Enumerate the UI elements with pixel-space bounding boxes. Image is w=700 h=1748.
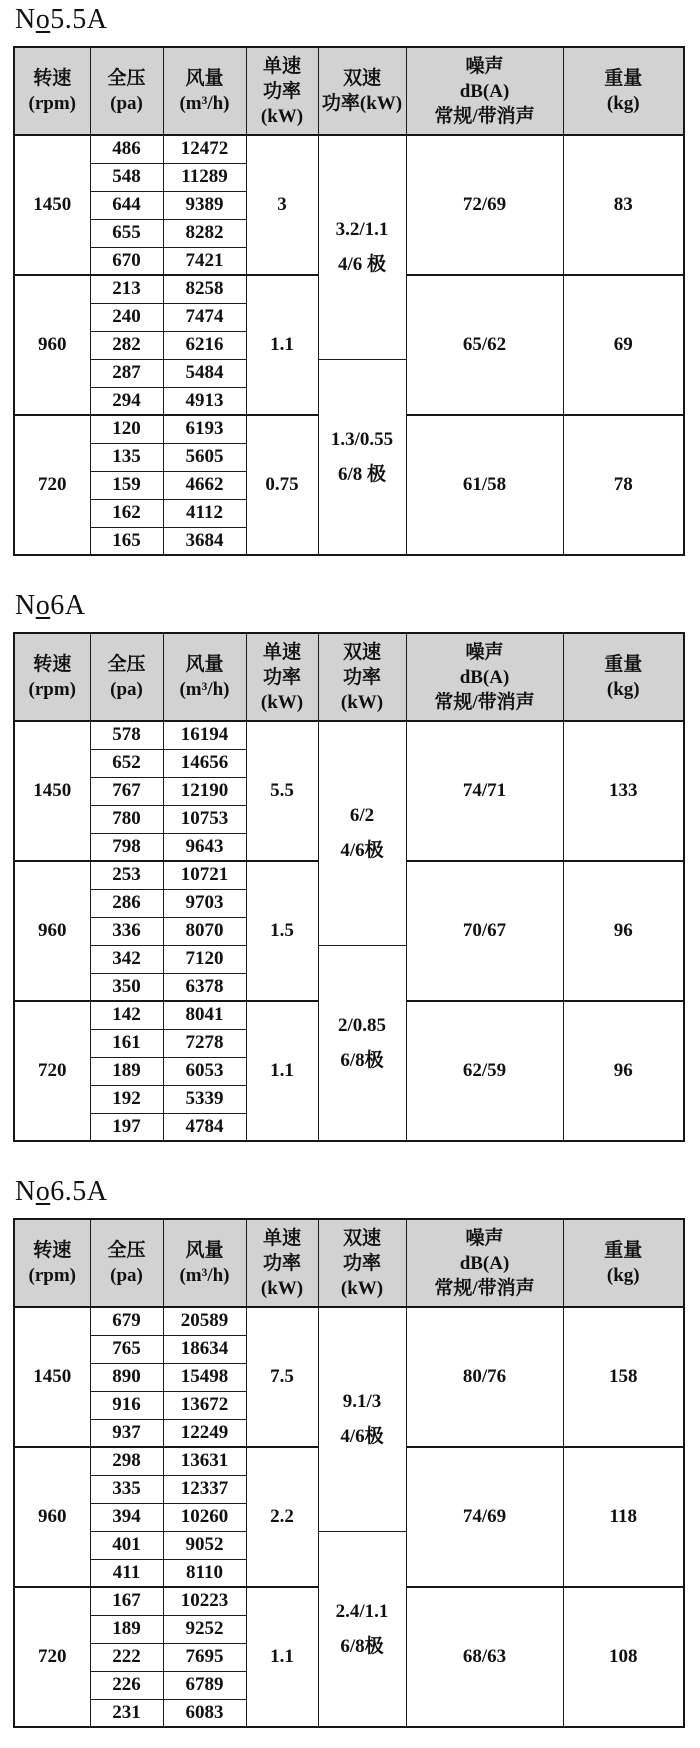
flow-cell: 5484 <box>163 359 246 387</box>
header-line: 全压 <box>107 68 146 89</box>
rpm-cell: 720 <box>14 1587 90 1727</box>
pressure-cell: 655 <box>90 219 163 247</box>
header-line: (pa) <box>110 679 143 700</box>
header-line: (kW) <box>260 691 304 713</box>
header-line: 噪声 <box>465 641 504 663</box>
header-single-power <box>246 47 318 135</box>
rpm-cell: 720 <box>14 415 90 555</box>
flow-cell: 14656 <box>163 749 246 777</box>
pressure-cell: 765 <box>90 1335 163 1363</box>
pressure-cell: 548 <box>90 163 163 191</box>
flow-cell: 8041 <box>163 1001 246 1029</box>
single-power-cell: 2.2 <box>246 1447 318 1587</box>
pressure-cell: 350 <box>90 973 163 1001</box>
header-line: 常规/带消声 <box>434 105 535 127</box>
pressure-cell: 161 <box>90 1029 163 1057</box>
flow-cell: 9703 <box>163 889 246 917</box>
table-title-part: o <box>35 1176 51 1207</box>
pressure-cell: 189 <box>90 1615 163 1643</box>
rpm-cell: 1450 <box>14 721 90 861</box>
header-line: 重量 <box>604 654 643 675</box>
rpm-cell: 960 <box>14 275 90 415</box>
header-line: 单速 <box>262 641 301 663</box>
header-line: dB(A) <box>459 1252 510 1274</box>
flow-cell: 6216 <box>163 331 246 359</box>
pressure-cell: 342 <box>90 945 163 973</box>
table-title-part: 6A <box>50 590 86 621</box>
header-flow <box>163 633 246 721</box>
table-title-part: o <box>35 4 51 35</box>
flow-cell: 8110 <box>163 1559 246 1587</box>
fan-spec-table <box>13 632 685 1142</box>
header-line: (kg) <box>606 93 640 114</box>
pressure-cell: 222 <box>90 1643 163 1671</box>
header-rpm <box>14 47 90 135</box>
pressure-cell: 287 <box>90 359 163 387</box>
dual-power-line: 9.1/3 <box>342 1391 382 1413</box>
dual-power-line: 2/0.85 <box>337 1014 387 1036</box>
flow-cell: 16194 <box>163 721 246 749</box>
pressure-cell: 282 <box>90 331 163 359</box>
flow-cell: 6193 <box>163 415 246 443</box>
flow-cell: 18634 <box>163 1335 246 1363</box>
weight-cell: 96 <box>563 1001 684 1141</box>
header-noise <box>406 633 563 721</box>
flow-cell: 10753 <box>163 805 246 833</box>
single-power-cell: 1.1 <box>246 1001 318 1141</box>
flow-cell: 6083 <box>163 1699 246 1727</box>
weight-cell: 118 <box>563 1447 684 1587</box>
pressure-cell: 197 <box>90 1113 163 1141</box>
flow-cell: 4784 <box>163 1113 246 1141</box>
single-power-cell: 1.1 <box>246 275 318 415</box>
flow-cell: 6053 <box>163 1057 246 1085</box>
pressure-cell: 394 <box>90 1503 163 1531</box>
header-line: dB(A) <box>459 80 510 102</box>
flow-cell: 15498 <box>163 1363 246 1391</box>
dual-power-cell <box>318 1307 406 1531</box>
header-line: 全压 <box>107 654 146 675</box>
header-line: (kg) <box>606 1265 640 1286</box>
header-line: 单速 <box>262 1227 301 1249</box>
noise-cell: 62/59 <box>406 1001 563 1141</box>
flow-cell: 11289 <box>163 163 246 191</box>
dual-power-line: 4/6极 <box>340 840 384 862</box>
rpm-cell: 720 <box>14 1001 90 1141</box>
pressure-cell: 767 <box>90 777 163 805</box>
header-line: 功率 <box>262 666 301 688</box>
weight-cell: 133 <box>563 721 684 861</box>
pressure-cell: 135 <box>90 443 163 471</box>
noise-cell: 68/63 <box>406 1587 563 1727</box>
pressure-cell: 916 <box>90 1391 163 1419</box>
header-line: 转速 <box>33 654 72 675</box>
flow-cell: 4913 <box>163 387 246 415</box>
pressure-cell: 578 <box>90 721 163 749</box>
header-single-power <box>246 633 318 721</box>
header-line: (rpm) <box>28 1265 76 1286</box>
pressure-cell: 189 <box>90 1057 163 1085</box>
header-line: (rpm) <box>28 679 76 700</box>
weight-cell: 78 <box>563 415 684 555</box>
pressure-cell: 298 <box>90 1447 163 1475</box>
pressure-cell: 142 <box>90 1001 163 1029</box>
dual-power-line: 1.3/0.55 <box>330 428 394 450</box>
dual-power-line: 4/6极 <box>340 1426 384 1448</box>
header-line: (rpm) <box>28 93 76 114</box>
flow-cell: 6789 <box>163 1671 246 1699</box>
header-line: 功率(kW) <box>321 93 403 114</box>
pressure-cell: 159 <box>90 471 163 499</box>
header-line: 常规/带消声 <box>434 1277 535 1299</box>
pressure-cell: 192 <box>90 1085 163 1113</box>
header-rpm <box>14 633 90 721</box>
header-flow <box>163 1219 246 1307</box>
flow-cell: 12249 <box>163 1419 246 1447</box>
dual-power-line: 6/8 极 <box>337 463 387 485</box>
pressure-cell: 286 <box>90 889 163 917</box>
rpm-cell: 1450 <box>14 1307 90 1447</box>
dual-power-cell <box>318 721 406 945</box>
flow-cell: 10223 <box>163 1587 246 1615</box>
pressure-cell: 670 <box>90 247 163 275</box>
header-line: 常规/带消声 <box>434 691 535 713</box>
header-dual-power <box>318 47 406 135</box>
header-flow <box>163 47 246 135</box>
pressure-cell: 780 <box>90 805 163 833</box>
dual-power-line: 3.2/1.1 <box>335 219 389 241</box>
dual-power-line: 6/8极 <box>340 1635 384 1657</box>
pressure-cell: 679 <box>90 1307 163 1335</box>
flow-cell: 8282 <box>163 219 246 247</box>
table-title <box>15 4 690 36</box>
flow-cell: 5339 <box>163 1085 246 1113</box>
header-line: (kW) <box>340 691 384 713</box>
flow-cell: 4112 <box>163 499 246 527</box>
pressure-cell: 401 <box>90 1531 163 1559</box>
table-title <box>15 1176 690 1208</box>
header-line: (m³/h) <box>179 1265 230 1286</box>
header-line: 双速 <box>342 641 381 663</box>
table-title-part: 5.5A <box>50 4 108 35</box>
pressure-cell: 226 <box>90 1671 163 1699</box>
flow-cell: 12337 <box>163 1475 246 1503</box>
flow-cell: 4662 <box>163 471 246 499</box>
dual-power-line: 6/8极 <box>340 1049 384 1071</box>
flow-cell: 10721 <box>163 861 246 889</box>
pressure-cell: 652 <box>90 749 163 777</box>
pressure-cell: 890 <box>90 1363 163 1391</box>
dual-power-cell <box>318 1531 406 1727</box>
flow-cell: 9052 <box>163 1531 246 1559</box>
pressure-cell: 336 <box>90 917 163 945</box>
header-line: 风量 <box>185 1240 224 1261</box>
header-line: 噪声 <box>465 55 504 77</box>
noise-cell: 72/69 <box>406 135 563 275</box>
rpm-cell: 960 <box>14 1447 90 1587</box>
flow-cell: 3684 <box>163 527 246 555</box>
fan-spec-section <box>13 4 690 556</box>
header-noise <box>406 47 563 135</box>
flow-cell: 7695 <box>163 1643 246 1671</box>
single-power-cell: 7.5 <box>246 1307 318 1447</box>
dual-power-cell <box>318 135 406 359</box>
header-line: 功率 <box>262 1252 301 1274</box>
flow-cell: 8258 <box>163 275 246 303</box>
header-line: 双速 <box>342 1227 381 1249</box>
flow-cell: 7278 <box>163 1029 246 1057</box>
header-line: 功率 <box>342 666 381 688</box>
single-power-cell: 0.75 <box>246 415 318 555</box>
header-line: 风量 <box>185 654 224 675</box>
pressure-cell: 162 <box>90 499 163 527</box>
table-title-part: N <box>15 4 36 35</box>
pressure-cell: 294 <box>90 387 163 415</box>
noise-cell: 61/58 <box>406 415 563 555</box>
header-line: 转速 <box>33 68 72 89</box>
pressure-cell: 411 <box>90 1559 163 1587</box>
pressure-cell: 165 <box>90 527 163 555</box>
fan-spec-section <box>13 590 690 1142</box>
single-power-cell: 3 <box>246 135 318 275</box>
header-line: 单速 <box>262 55 301 77</box>
header-weight <box>563 1219 684 1307</box>
pressure-cell: 167 <box>90 1587 163 1615</box>
flow-cell: 13631 <box>163 1447 246 1475</box>
weight-cell: 108 <box>563 1587 684 1727</box>
header-dual-power <box>318 633 406 721</box>
header-line: (kW) <box>260 1277 304 1299</box>
flow-cell: 20589 <box>163 1307 246 1335</box>
header-line: 噪声 <box>465 1227 504 1249</box>
header-line: (m³/h) <box>179 93 230 114</box>
pressure-cell: 798 <box>90 833 163 861</box>
pressure-cell: 213 <box>90 275 163 303</box>
pressure-cell: 486 <box>90 135 163 163</box>
header-line: (kg) <box>606 679 640 700</box>
table-title-part: N <box>15 1176 36 1207</box>
flow-cell: 12472 <box>163 135 246 163</box>
fan-spec-table <box>13 1218 685 1728</box>
dual-power-line: 4/6 极 <box>337 254 387 276</box>
header-line: (m³/h) <box>179 679 230 700</box>
header-line: 功率 <box>342 1252 381 1274</box>
pressure-cell: 120 <box>90 415 163 443</box>
flow-cell: 7421 <box>163 247 246 275</box>
header-weight <box>563 633 684 721</box>
header-line: 转速 <box>33 1240 72 1261</box>
weight-cell: 69 <box>563 275 684 415</box>
header-dual-power <box>318 1219 406 1307</box>
flow-cell: 7120 <box>163 945 246 973</box>
dual-power-line: 2.4/1.1 <box>335 1600 389 1622</box>
header-line: 重量 <box>604 68 643 89</box>
header-line: (kW) <box>340 1277 384 1299</box>
flow-cell: 6378 <box>163 973 246 1001</box>
flow-cell: 9643 <box>163 833 246 861</box>
header-line: (kW) <box>260 105 304 127</box>
pressure-cell: 335 <box>90 1475 163 1503</box>
header-noise <box>406 1219 563 1307</box>
single-power-cell: 5.5 <box>246 721 318 861</box>
header-line: 功率 <box>262 80 301 102</box>
flow-cell: 13672 <box>163 1391 246 1419</box>
noise-cell: 74/71 <box>406 721 563 861</box>
noise-cell: 74/69 <box>406 1447 563 1587</box>
pressure-cell: 937 <box>90 1419 163 1447</box>
header-line: (pa) <box>110 1265 143 1286</box>
flow-cell: 9252 <box>163 1615 246 1643</box>
dual-power-cell <box>318 359 406 555</box>
table-title <box>15 590 690 622</box>
fan-spec-section <box>13 1176 690 1728</box>
flow-cell: 8070 <box>163 917 246 945</box>
rpm-cell: 960 <box>14 861 90 1001</box>
header-line: 全压 <box>107 1240 146 1261</box>
header-line: dB(A) <box>459 666 510 688</box>
header-pressure <box>90 47 163 135</box>
fan-spec-table <box>13 46 685 556</box>
flow-cell: 5605 <box>163 443 246 471</box>
single-power-cell: 1.1 <box>246 1587 318 1727</box>
dual-power-cell <box>318 945 406 1141</box>
pressure-cell: 231 <box>90 1699 163 1727</box>
flow-cell: 10260 <box>163 1503 246 1531</box>
header-rpm <box>14 1219 90 1307</box>
header-single-power <box>246 1219 318 1307</box>
flow-cell: 9389 <box>163 191 246 219</box>
noise-cell: 65/62 <box>406 275 563 415</box>
header-pressure <box>90 1219 163 1307</box>
pressure-cell: 253 <box>90 861 163 889</box>
weight-cell: 158 <box>563 1307 684 1447</box>
header-line: 重量 <box>604 1240 643 1261</box>
header-line: (pa) <box>110 93 143 114</box>
single-power-cell: 1.5 <box>246 861 318 1001</box>
header-line: 双速 <box>342 68 381 89</box>
header-pressure <box>90 633 163 721</box>
flow-cell: 7474 <box>163 303 246 331</box>
pressure-cell: 240 <box>90 303 163 331</box>
rpm-cell: 1450 <box>14 135 90 275</box>
table-title-part: 6.5A <box>50 1176 108 1207</box>
noise-cell: 80/76 <box>406 1307 563 1447</box>
noise-cell: 70/67 <box>406 861 563 1001</box>
header-line: 风量 <box>185 68 224 89</box>
table-title-part: o <box>35 590 51 621</box>
header-weight <box>563 47 684 135</box>
table-title-part: N <box>15 590 36 621</box>
dual-power-line: 6/2 <box>349 805 375 827</box>
weight-cell: 96 <box>563 861 684 1001</box>
pressure-cell: 644 <box>90 191 163 219</box>
flow-cell: 12190 <box>163 777 246 805</box>
weight-cell: 83 <box>563 135 684 275</box>
